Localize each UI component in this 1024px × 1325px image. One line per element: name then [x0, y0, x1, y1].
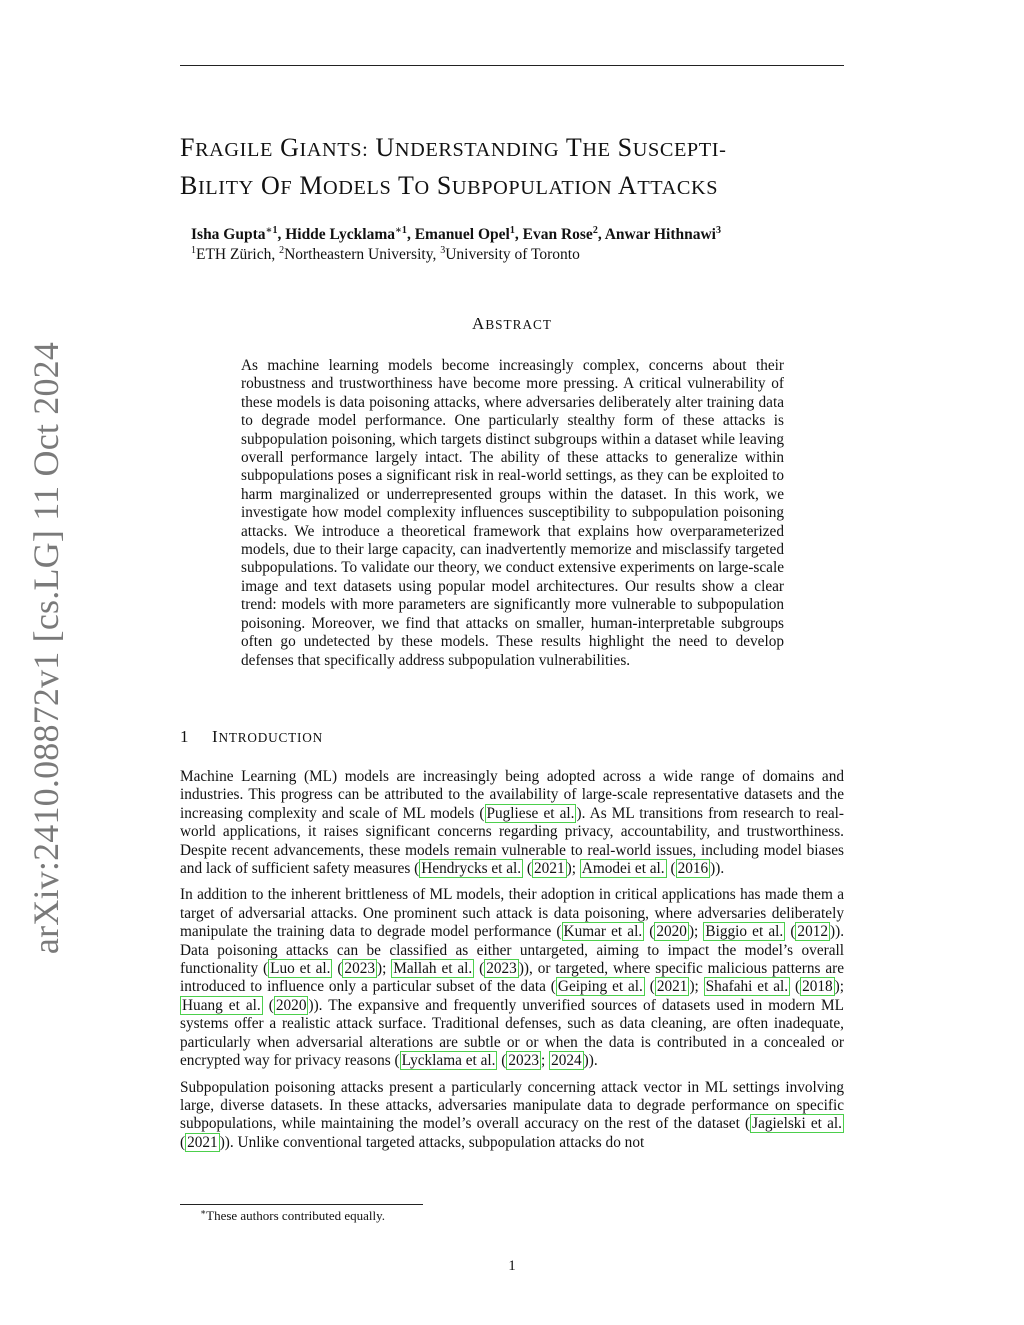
affiliation-list: $^1$ETH Zürich, $^2$Northeastern University, $^3$University of Toronto — [191, 245, 580, 263]
citation-link[interactable]: 2012 — [797, 923, 829, 941]
citation-link[interactable]: Mallah et al. — [393, 960, 473, 978]
citation-link[interactable]: Geiping et al. — [557, 978, 643, 996]
affil-marker: 3 — [440, 245, 446, 256]
citation-link[interactable]: Amodei et al. — [581, 860, 665, 878]
citation-link[interactable]: 2021 — [534, 860, 565, 878]
paragraph — [180, 1079, 844, 1153]
paragraph-text: )), or targeted, where specific malicious patterns are introduced to influence only a particular subset of the data ( — [180, 960, 845, 996]
author-affil-marker: ∗1 — [395, 225, 407, 236]
author-name: Anwar Hithnawi — [604, 226, 716, 243]
paragraph-text: ); — [689, 978, 704, 996]
paper-title — [180, 130, 850, 206]
paragraph-text: )). — [710, 860, 725, 878]
paragraph-text: ); — [834, 978, 845, 996]
citation-link[interactable]: 2021 — [656, 978, 688, 996]
paragraph-text: )). — [583, 1052, 598, 1070]
citation-link[interactable]: 2018 — [802, 978, 833, 996]
author-name: Isha Gupta — [191, 226, 266, 243]
paragraph-text: ( — [262, 996, 274, 1014]
footnote-rule — [180, 1204, 423, 1205]
author-name: Evan Rose — [522, 226, 593, 243]
affil-name: ETH Zürich — [196, 246, 272, 263]
affil-marker: 2 — [279, 245, 285, 256]
citation-link[interactable]: Luo et al. — [270, 960, 331, 978]
paragraph-text: ( — [497, 1052, 507, 1070]
abstract-text: As machine learning models become increasingly complex, concerns about their robustness and trustworthiness have become more pressing. A critical vulnerability of these models is data poisoning attacks, where adversaries deliberately alter training data to degrade model performance. One particularly stealthy form of these attacks is subpopulation poisoning, which targets distinct subgroups within a dataset while leaving overall performance largely intact. The ability of these attacks to generalize within subpopulations poses a significant risk in real-world settings, as they can be exploited to harm marginalized or underrepresented groups within the dataset. In this work, we investigate how model complexity influences susceptibility to subpopulation poisoning attacks. We introduce a theoretical framework that explains how overparameterized models, due to their large capacity, can inadvertently memorize and misclassify targeted subpopulations. To validate our theory, we conduct extensive experiments on large-scale image and text datasets using popular model architectures. Our results show a clear trend: models with more parameters are significantly more vulnerable to subpopulation poisoning. Moreover, we find that attacks on smaller, human-interpretable subgroups often go undetected by these models. These results highlight the need to develop defenses that specifically address subpopulation vulnerabilities. — [241, 357, 784, 669]
citation-link[interactable]: 2024 — [551, 1052, 582, 1070]
citation-link[interactable]: 2020 — [275, 996, 307, 1014]
citation-link[interactable]: Huang et al. — [182, 996, 261, 1014]
citation-link[interactable]: Pugliese et al. — [486, 804, 575, 822]
section-title: INTRODUCTION — [212, 727, 323, 746]
paragraph — [180, 768, 844, 878]
footnote-marker: ∗ — [200, 1207, 207, 1217]
citation-link[interactable]: Hendrycks et al. — [421, 860, 522, 878]
paragraph-text: )). Unlike conventional targeted attacks, subpopulation attacks do not — [219, 1133, 645, 1151]
affil-name: Northeastern University — [284, 246, 433, 263]
paragraph-text: )). The expansive and frequently unverified sources of datasets used in modern ML systems offer a realistic attack surface. Traditional defenses, such as data cleaning, are often inadequate, particularly when adversarial alterations are subtle or or when the data is contributed in a concealed or encrypted way for privacy reasons ( — [180, 996, 844, 1070]
page-number: 1 — [508, 1258, 516, 1274]
author-name: Emanuel Opel — [414, 226, 510, 243]
paragraph-text: ( — [790, 978, 801, 996]
paragraph-text: ). As ML transitions from research to real-world applications, it raises significant concerns regarding privacy, accountability, and trustworthiness. Despite recent advancements, these models remain vulnerable to real-world issues, including model biases and lack of sufficient safety measures ( — [180, 804, 845, 878]
footnote — [200, 1208, 385, 1224]
section-number: 1 — [180, 727, 190, 746]
paragraph-text: ( — [180, 1133, 186, 1151]
paragraph — [180, 886, 844, 1070]
citation-link[interactable]: 2023 — [508, 1052, 539, 1070]
paragraph-text: In addition to the inherent brittleness of ML models, their adoption in critical applications has made them a target of adversarial attacks. One prominent such attack is data poisoning, where adversaries deliberately manipulate the training data to degrade model performance ( — [180, 886, 844, 941]
citation-link[interactable]: Kumar et al. — [563, 923, 643, 941]
abstract-heading: ABSTRACT — [472, 314, 552, 333]
citation-link[interactable]: 2016 — [677, 860, 709, 878]
paragraph-text: Subpopulation poisoning attacks present a particularly concerning attack vector in ML settings involving large, diverse datasets. In these attacks, adversaries manipulate data to degrade performance on specific subpopulations, while maintaining the model’s overall accuracy on the rest of the dataset ( — [180, 1078, 844, 1133]
title-line-1: FRAGILE GIANTS: UNDERSTANDING THE SUSCEPTI- — [180, 133, 727, 162]
affil-marker: 1 — [191, 245, 196, 256]
citation-link[interactable]: 2021 — [187, 1133, 218, 1151]
author-affil-marker: ∗1 — [265, 225, 278, 236]
paragraph-text: ); — [688, 923, 704, 941]
paragraph-text: ( — [644, 978, 655, 996]
paragraph-text: ( — [644, 923, 655, 941]
citation-link[interactable]: Shafahi et al. — [705, 978, 789, 996]
paragraph-text: )). Data poisoning attacks can be classified as either untargeted, aiming to impact the model’s overall functionality ( — [180, 923, 845, 978]
author-list: Isha Gupta$^{∗1}$, Hidde Lycklama$^{∗1}$, Emanuel Opel$^1$, Evan Rose$^2$, Anwar Hithnawi$^3$ — [191, 225, 721, 243]
citation-link[interactable]: 2023 — [344, 960, 376, 978]
affil-name: University of Toronto — [445, 246, 580, 263]
paragraph-text: ( — [785, 923, 796, 941]
footnote-text: These authors contributed equally. — [206, 1208, 386, 1223]
paragraph-text: ); — [377, 960, 392, 978]
paragraph-text: ( — [666, 860, 676, 878]
title-line-2: BILITY OF MODELS TO SUBPOPULATION ATTACKS — [180, 171, 719, 200]
citation-link[interactable]: Biggio et al. — [705, 923, 784, 941]
section-heading-introduction — [180, 727, 323, 747]
author-affil-marker: 2 — [592, 225, 598, 236]
paragraph-text: ); — [566, 860, 580, 878]
paragraph-text: Machine Learning (ML) models are increasingly being adopted across a wide range of domains and industries. This progress can be attributed to the availability of large-scale representative datasets and the increasing complexity and scale of ML models ( — [180, 768, 844, 822]
author-affil-marker: 1 — [509, 225, 515, 236]
author-affil-marker: 3 — [715, 225, 721, 236]
paragraph-text: ( — [332, 960, 343, 978]
citation-link[interactable]: Jagielski et al. — [752, 1115, 842, 1133]
paragraph-text: ; — [540, 1052, 550, 1070]
citation-link[interactable]: 2023 — [486, 960, 517, 978]
introduction-body — [180, 768, 844, 1160]
citation-link[interactable]: 2020 — [656, 923, 687, 941]
arxiv-stamp-text: arXiv:2410.08872v1 [cs.LG] 11 Oct 2024 — [26, 341, 66, 955]
header-rule — [180, 65, 844, 66]
author-name: Hidde Lycklama — [285, 226, 396, 243]
paragraph-text: ( — [523, 860, 533, 878]
citation-link[interactable]: Lycklama et al. — [401, 1052, 496, 1070]
paragraph-text: ( — [474, 960, 485, 978]
